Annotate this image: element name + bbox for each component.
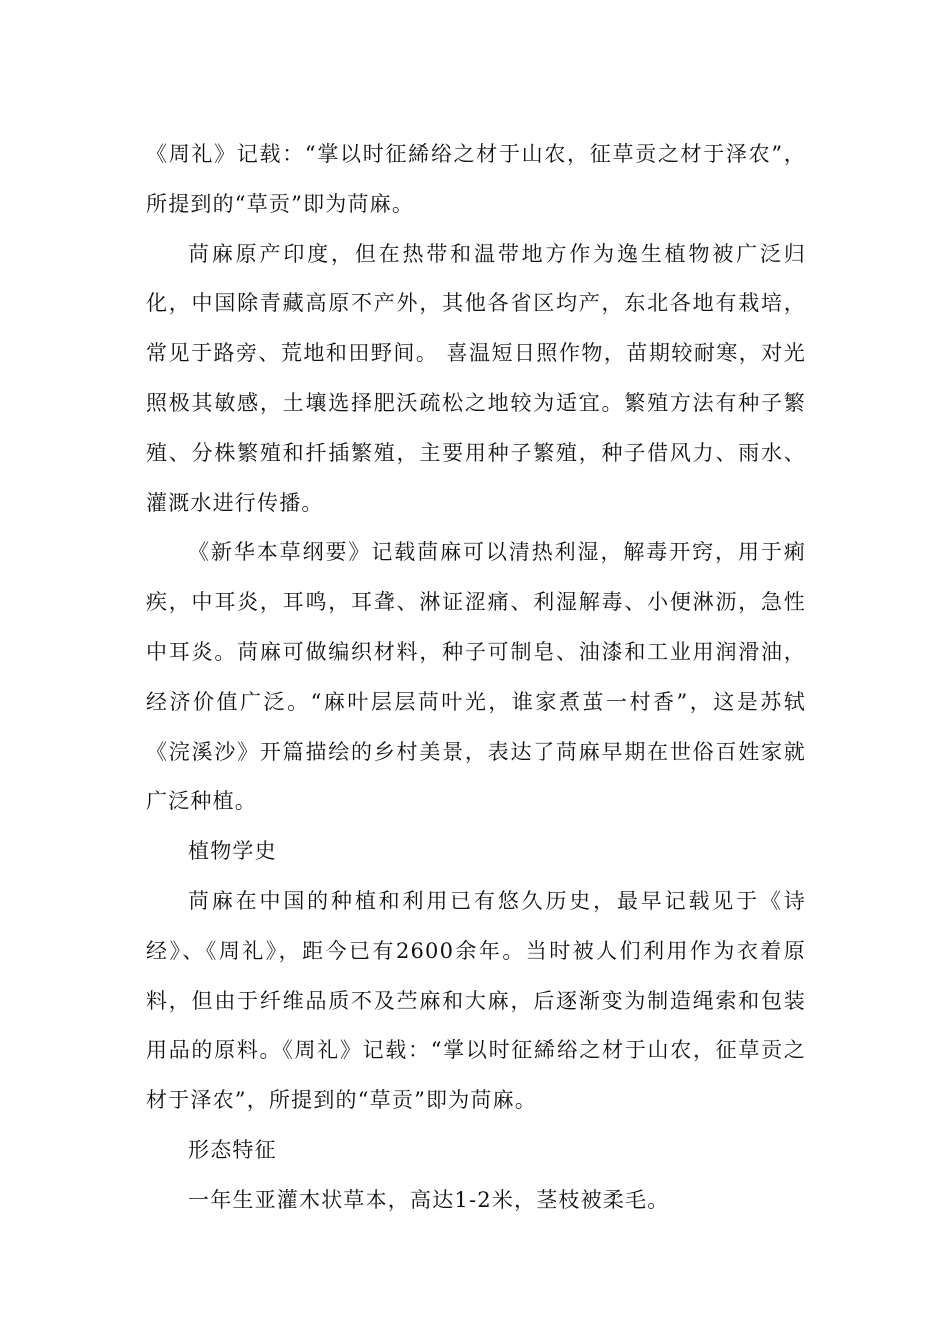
paragraph-origin-habitat: 苘麻原产印度，但在热带和温带地方作为逸生植物被广泛归化，中国除青藏高原不产外，其他各省区均产，东北各地有栽培，常见于路旁、荒地和田野间。 喜温短日照作物，苗期较耐寒，对光照极其敏感，土壤选择肥沃疏松之地较为适宜。繁殖方法有种子繁殖、分株繁殖和扦插繁殖，主要用种子繁殖，种子借风力、雨水、灌溉水进行传播。 xyxy=(146,241,806,515)
document-body xyxy=(146,130,806,1226)
section-heading-botany-history: 植物学史 xyxy=(188,839,277,864)
paragraph-medicinal-uses: 《新华本草纲要》记载茴麻可以清热利湿，解毒开窍，用于痢疾，中耳炎，耳鸣，耳聋、淋证涩痛、利湿解毒、小便淋沥，急性中耳炎。苘麻可做编织材料，种子可制皂、油漆和工业用润滑油，经济价值广泛。“麻叶层层苘叶光，谁家煮茧一村香”，这是苏轼《浣溪沙》开篇描绘的乡村美景，表达了苘麻早期在世俗百姓家就广泛种植。 xyxy=(146,540,806,814)
section-heading-morphology: 形态特征 xyxy=(188,1137,277,1162)
paragraph-morphology: 一年生亚灌木状草本，高达1-2米，茎枝被柔毛。 xyxy=(188,1187,670,1212)
paragraph-botany-history: 苘麻在中国的种植和利用已有悠久历史，最早记载见于《诗经》、《周礼》，距今已有2600余年。当时被人们利用作为衣着原料，但由于纤维品质不及苎麻和大麻，后逐渐变为制造绳索和包装用品的原料。《周礼》记载：“掌以时征絺绤之材于山农，征草贡之材于泽农”，所提到的“草贡”即为苘麻。 xyxy=(146,888,806,1113)
paragraph-zhouli-quote: 《周礼》记载：“掌以时征絺绤之材于山农，征草贡之材于泽农”，所提到的“草贡”即为苘麻。 xyxy=(146,142,806,216)
